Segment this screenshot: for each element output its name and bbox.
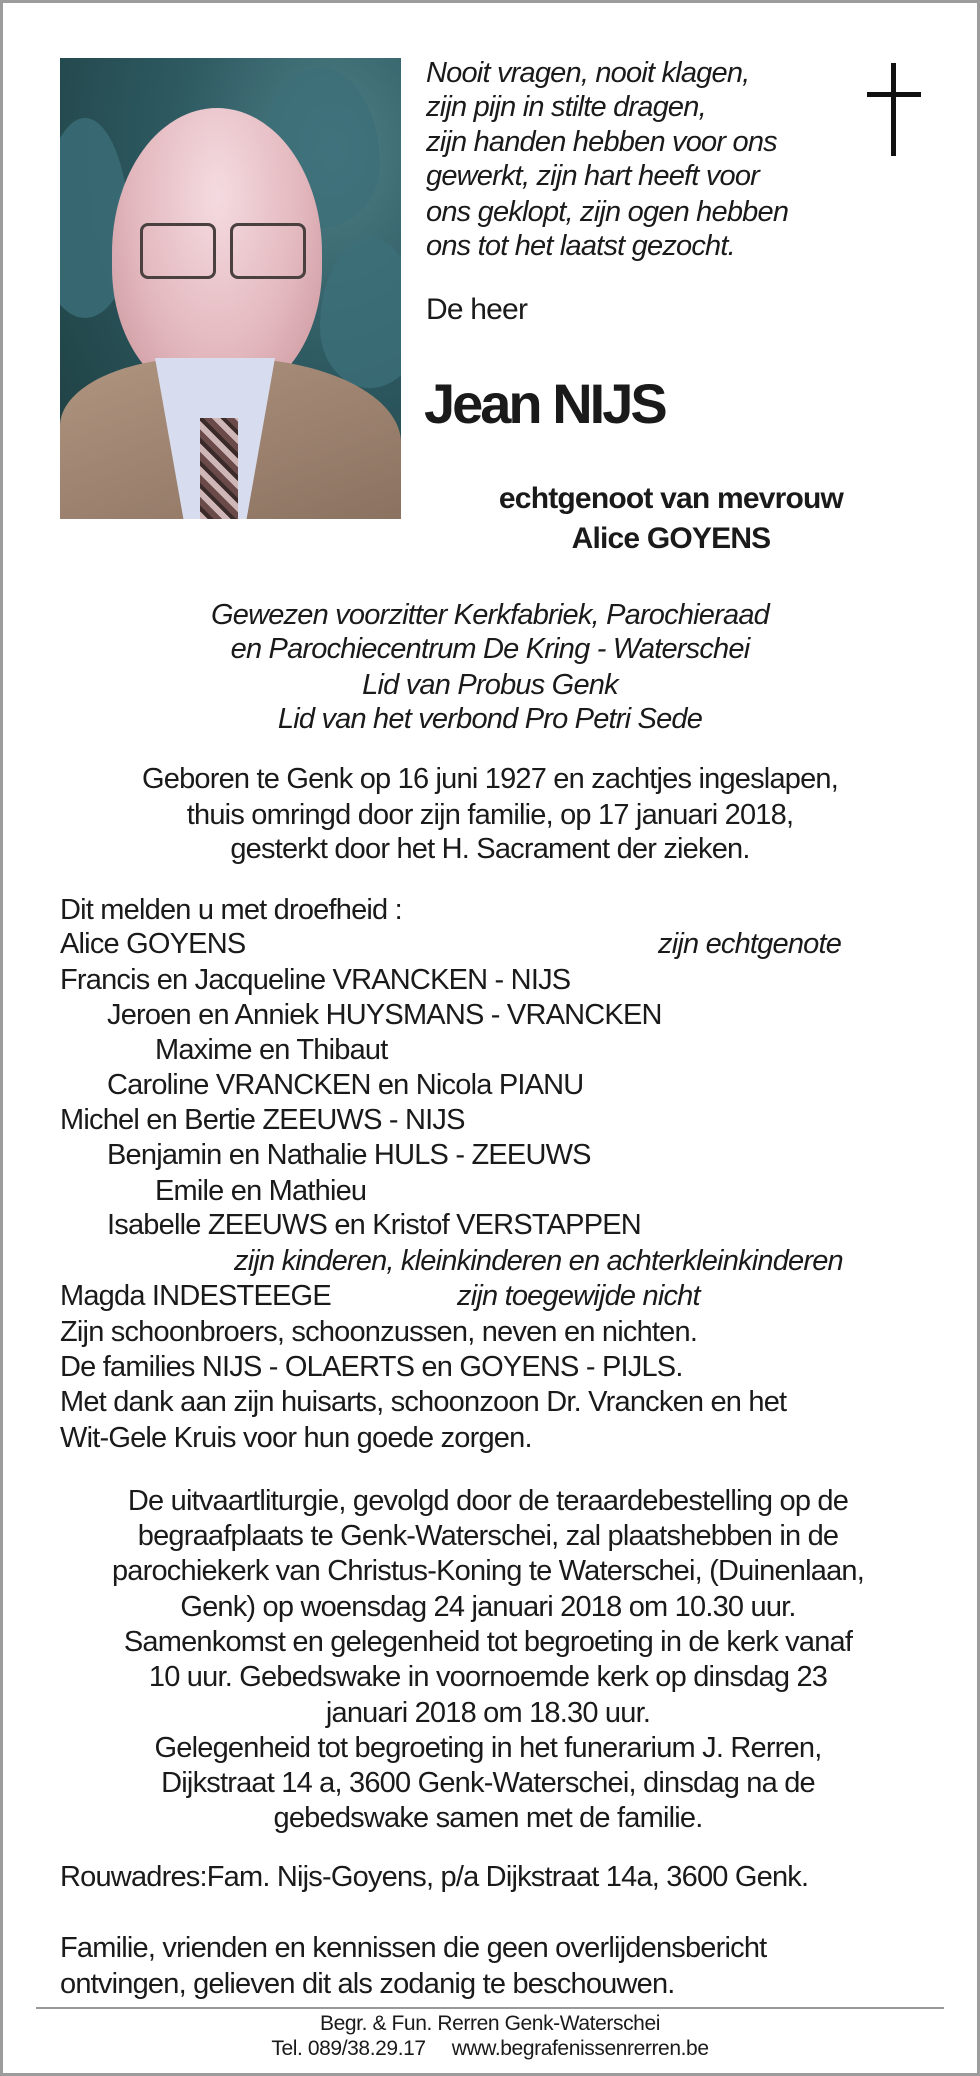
website-link[interactable]: www.begrafenissenrerren.be <box>451 2037 709 2060</box>
function-line: en Parochiecentrum De Kring - Waterschei <box>230 633 750 665</box>
poem-line: gewerkt, zijn hart heeft voor <box>426 160 760 192</box>
closing-line: Familie, vrienden en kennissen die geen overlijdensbericht <box>60 1932 767 1964</box>
funeral-line: parochiekerk van Christus-Koning te Waterschei, (Duinenlaan, <box>111 1555 865 1587</box>
deceased-name: Jean NIJS <box>424 372 665 435</box>
family-member: Jeroen en Anniek HUYSMANS - VRANCKEN <box>107 999 662 1031</box>
funeral-line: Gelegenheid tot begroeting in het funerarium J. Rerren, <box>154 1732 822 1764</box>
family-member: Magda INDESTEEGE <box>60 1280 331 1312</box>
function-line: Lid van het verbond Pro Petri Sede <box>277 703 703 735</box>
spouse-line: echtgenoot van mevrouw <box>498 482 844 515</box>
funeral-line: gebedswake samen met de familie. <box>273 1802 703 1834</box>
poem-line: zijn pijn in stilte dragen, <box>426 91 706 123</box>
funeral-line: De uitvaartliturgie, gevolgd door de teraardebestelling op de <box>127 1485 849 1517</box>
poem-line: zijn handen hebben voor ons <box>426 126 777 158</box>
funeral-line: Dijkstraat 14 a, 3600 Genk-Waterschei, dinsdag na de <box>161 1767 815 1799</box>
closing-line: ontvingen, gelieven dit als zodanig te beschouwen. <box>60 1968 675 2000</box>
portrait-photo <box>60 58 401 519</box>
footer-divider <box>36 2007 944 2009</box>
salutation: De heer <box>426 293 528 326</box>
mourning-address: Rouwadres:Fam. Nijs-Goyens, p/a Dijkstraat 14a, 3600 Genk. <box>60 1861 809 1893</box>
funeral-home-contact <box>0 2036 980 2061</box>
birth-line: thuis omringd door zijn familie, op 17 januari 2018, <box>186 799 794 831</box>
function-line: Lid van Probus Genk <box>362 669 618 701</box>
family-role: zijn toegewijde nicht <box>457 1280 700 1312</box>
family-intro: Dit melden u met droefheid : <box>60 894 402 926</box>
funeral-line: Samenkomst en gelegenheid tot begroeting in de kerk vanaf <box>123 1626 853 1658</box>
poem-line: ons tot het laatst gezocht. <box>426 230 735 262</box>
funeral-line: 10 uur. Gebedswake in voornoemde kerk op dinsdag 23 <box>148 1661 828 1693</box>
birth-line: Geboren te Genk op 16 juni 1927 en zachtjes ingeslapen, <box>141 763 839 795</box>
funeral-line: Genk) op woensdag 24 januari 2018 om 10.30 uur. <box>180 1591 796 1623</box>
spouse-name: Alice GOYENS <box>571 522 771 555</box>
family-other: De families NIJS - OLAERTS en GOYENS - PIJLS. <box>60 1351 683 1383</box>
family-other: Zijn schoonbroers, schoonzussen, neven en nichten. <box>60 1316 698 1348</box>
family-member: Maxime en Thibaut <box>155 1034 388 1066</box>
function-line: Gewezen voorzitter Kerkfabriek, Parochieraad <box>211 599 769 631</box>
funeral-home-name: Begr. & Fun. Rerren Genk-Waterschei <box>319 2012 661 2035</box>
family-member: Alice GOYENS <box>60 928 246 960</box>
family-member: Caroline VRANCKEN en Nicola PIANU <box>107 1069 584 1101</box>
funeral-line: januari 2018 om 18.30 uur. <box>325 1697 651 1729</box>
family-other: Met dank aan zijn huisarts, schoonzoon Dr. Vrancken en het <box>60 1386 787 1418</box>
family-member: Isabelle ZEEUWS en Kristof VERSTAPPEN <box>107 1209 641 1241</box>
family-member: Michel en Bertie ZEEUWS - NIJS <box>60 1104 465 1136</box>
family-member: Francis en Jacqueline VRANCKEN - NIJS <box>60 964 571 996</box>
family-member: Emile en Mathieu <box>155 1175 367 1207</box>
family-other: Wit-Gele Kruis voor hun goede zorgen. <box>60 1422 532 1454</box>
family-member: Benjamin en Nathalie HULS - ZEEUWS <box>107 1139 591 1171</box>
poem-line: Nooit vragen, nooit klagen, <box>426 57 750 89</box>
phone-number: Tel. 089/38.29.17 <box>271 2037 426 2060</box>
family-role: zijn kinderen, kleinkinderen en achterkleinkinderen <box>234 1245 843 1277</box>
family-role: zijn echtgenote <box>658 928 842 960</box>
funeral-line: begraafplaats te Genk-Waterschei, zal plaatshebben in de <box>137 1520 839 1552</box>
poem-line: ons geklopt, zijn ogen hebben <box>426 196 789 228</box>
birth-line: gesterkt door het H. Sacrament der zieken. <box>230 833 750 865</box>
